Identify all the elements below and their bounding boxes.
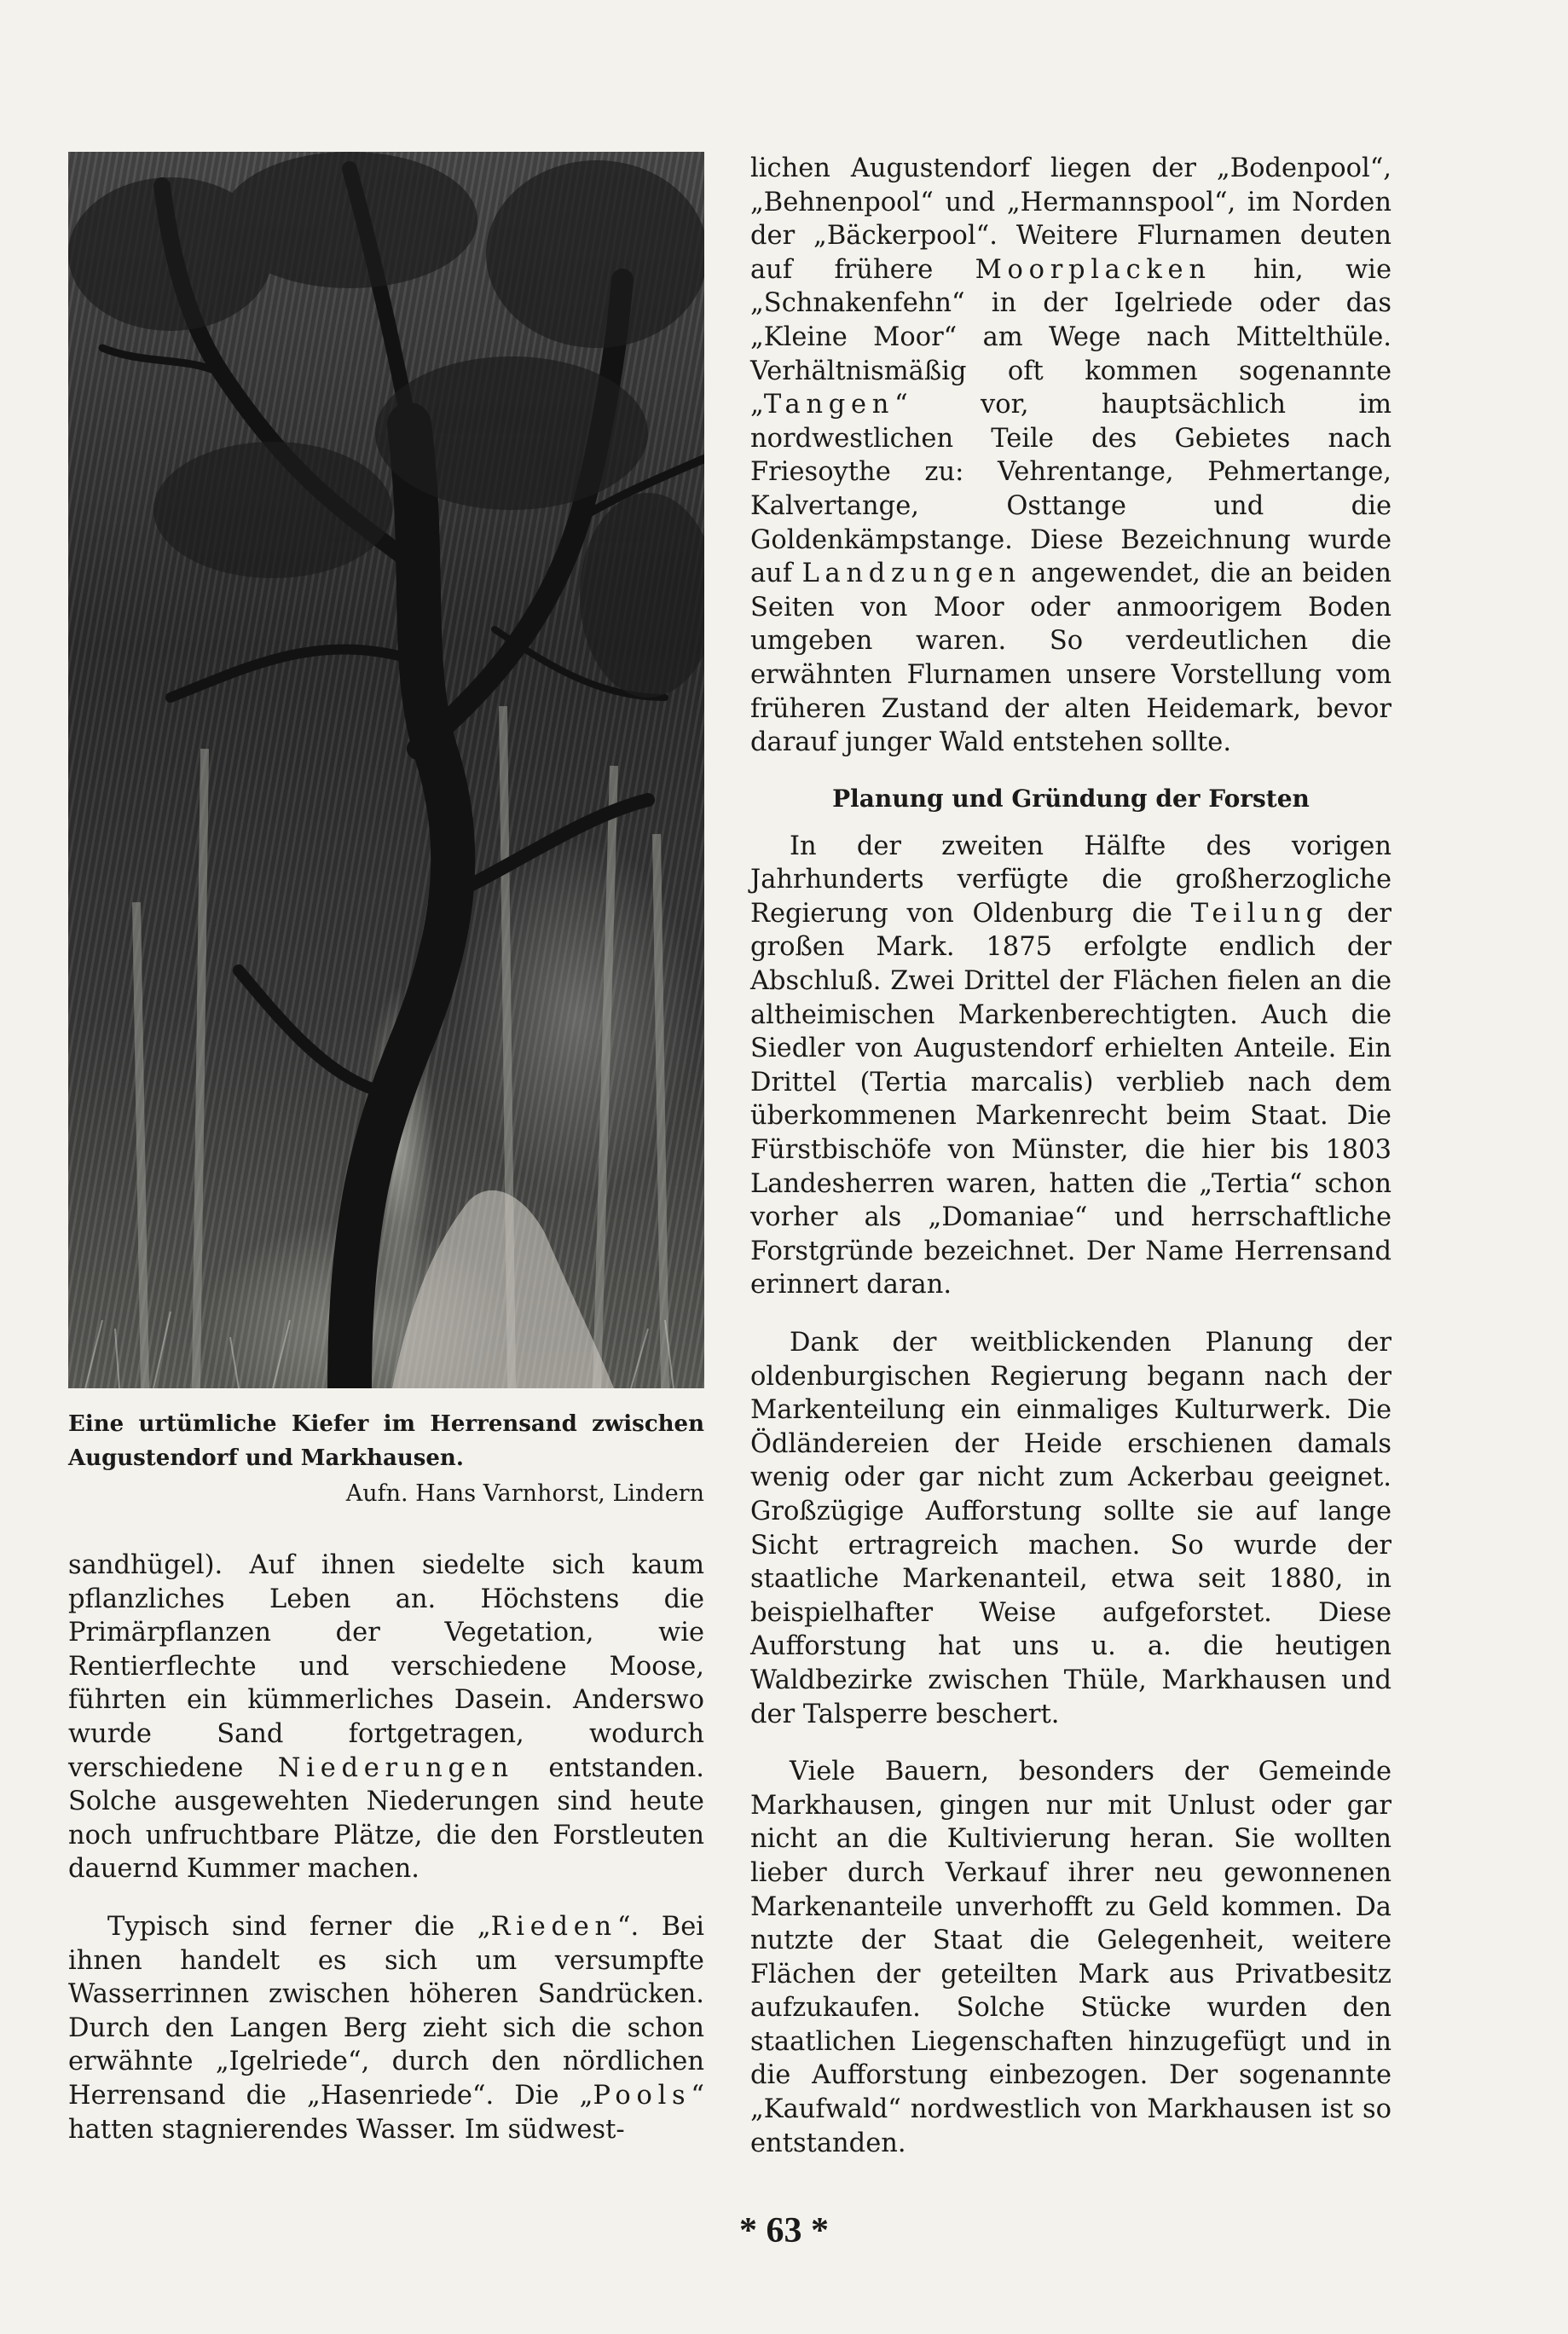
text-run: angewendet, die an beiden Seiten von Moor oder anmoorigem Boden umgeben waren. So verdeutlichen die erwähnten Flurnamen unsere Vorstellung vom früheren Zustand der alten Heidemark, bevor darauf junger Wald entstehen sollte.: [750, 559, 1392, 758]
forest-photo: [68, 152, 704, 1388]
photo-caption: [68, 1407, 704, 1511]
left-text-block: [68, 1549, 704, 2146]
spaced-term: Pools: [593, 2080, 691, 2111]
spaced-term: Tangen: [763, 390, 895, 420]
section-heading: Planung und Gründung der Forsten: [832, 784, 1310, 813]
text-run: “ hatten stagnierendes Wasser. Im südwest-: [68, 2080, 704, 2145]
right-paragraph-2: [750, 830, 1392, 1302]
spaced-term: Teilung: [1190, 898, 1329, 929]
spaced-term: Landzungen: [801, 559, 1021, 589]
text-run: “ vor, hauptsächlich im nordwestlichen Teile des Gebietes nach Friesoythe zu: Vehrentange, Pehmertange, Kalvertange, Osttange und die Goldenkämpstange. Diese Bezeichnung wurde auf: [750, 390, 1392, 589]
text-run: Typisch sind ferner die „: [107, 1911, 491, 1942]
photo-credit: Aufn. Hans Varnhorst, Lindern: [345, 1480, 704, 1507]
left-paragraph-2: [68, 1910, 704, 2146]
spaced-term: Niederungen: [277, 1752, 514, 1783]
text-run: der großen Mark. 1875 erfolgte endlich der Abschluß. Zwei Drittel der Flächen fielen an die altheimischen Markenberechtigten. Auch die Siedler von Augustendorf erhielten Anteile. Ein Drittel (Tertia marcalis) verblieb nach dem überkommenen Markenrecht beim Staat. Die Fürstbischöfe von Münster, die hier bis 1803 Landesherren waren, hatten die „Tertia“ schon vorher als „Domaniae“ und herrschaftliche Forstgründe bezeichnet. Der Name Herrensand erinnert daran.: [750, 898, 1392, 1300]
text-run: lichen Augustendorf liegen der „Bodenpool“, „Behnenpool“ und „Hermannspool“, im Norden der „Bäckerpool“. Weitere Flurnamen deuten auf frühere: [750, 153, 1392, 285]
pine-tree-illustration: [68, 152, 704, 1388]
left-paragraph-1: [68, 1549, 704, 1886]
right-paragraph-3: Dank der weitblickenden Planung der oldenburgischen Regierung begann nach der Markenteilung ein einmaliges Kulturwerk. Die Ödländereien der Heide erschienen damals wenig oder gar nicht zum Ackerbau geeignet. Großzügige Aufforstung sollte sie auf lange Sicht ertragreich machen. So wurde der staatliche Markenanteil, etwa seit 1880, in beispielhafter Weise aufgeforstet. Diese Aufforstung hat uns u. a. die heutigen Waldbezirke zwischen Thüle, Markhausen und der Talsperre beschert.: [750, 1328, 1392, 1729]
caption-text: Eine urtümliche Kiefer im Herrensand zwischen Augustendorf und Markhausen.: [68, 1411, 704, 1471]
text-run: sandhügel). Auf ihnen siedelte sich kaum pflanzliches Leben an. Höchstens die Primärpflanzen der Vegetation, wie Rentierflechte und verschiedene Moose, führten ein kümmerliches Dasein. Anderswo wurde Sand fortgetragen, wodurch verschiedene: [68, 1550, 704, 1783]
spaced-term: Rieden: [490, 1911, 617, 1942]
left-column: [68, 152, 704, 2146]
page-number: * 63 *: [739, 2211, 829, 2250]
text-run: In der zweiten Hälfte des vorigen Jahrhunderts verfügte die großherzogliche Regierung von Oldenburg die: [750, 831, 1392, 929]
right-column: [750, 152, 1392, 2160]
text-run: “. Bei ihnen handelt es sich um versumpfte Wasserrinnen zwischen höheren Sandrücken. Durch den Langen Berg zieht sich die schon erwähnte „Igelriede“, durch den nördlichen Herrensand die „Hasenriede“. Die „: [68, 1911, 705, 2111]
text-run: hin, wie „Schnakenfehn“ in der Igelriede oder das „Kleine Moor“ am Wege nach Mittelthüle. Verhältnismäßig oft kommen sogenannte „: [750, 254, 1392, 420]
right-paragraph-4: Viele Bauern, besonders der Gemeinde Markhausen, gingen nur mit Unlust oder gar nicht an die Kultivierung heran. Sie wollten lieber durch Verkauf ihrer neu gewonnenen Markenanteile unverhofft zu Geld kommen. Da nutzte der Staat die Gelegenheit, weitere Flächen der geteilten Mark aus Privatbesitz aufzukaufen. Solche Stücke wurden den staatlichen Liegenschaften hinzugefügt und in die Aufforstung einbezogen. Der sogenannte „Kaufwald“ nordwestlich von Markhausen ist so entstanden.: [750, 1757, 1392, 2158]
spaced-term: Moorplacken: [975, 254, 1212, 285]
right-paragraph-1: [750, 152, 1392, 760]
text-run: entstanden. Solche ausgewehten Niederungen sind heute noch unfruchtbare Plätze, die den Forstleuten dauernd Kummer machen.: [68, 1752, 704, 1885]
